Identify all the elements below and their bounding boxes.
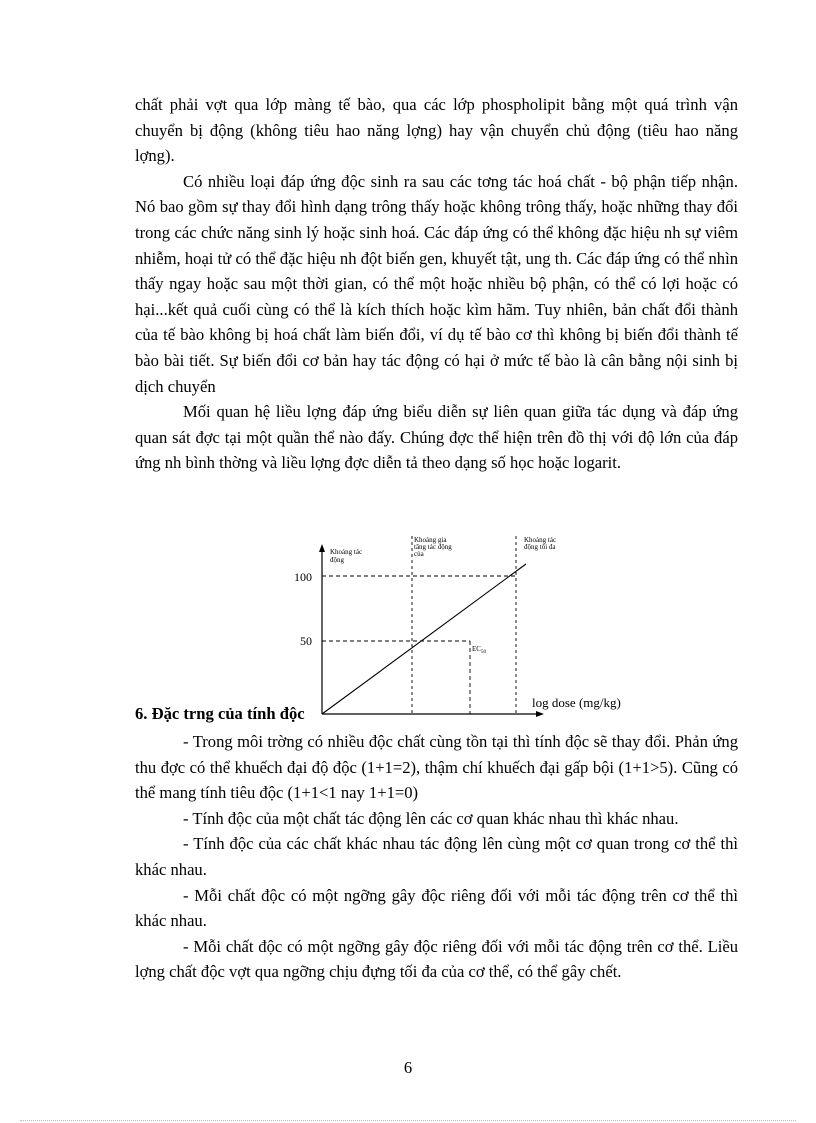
series-line <box>322 564 526 714</box>
region-label: Khoảng gia tăng tác động của <box>414 536 452 558</box>
paragraph: chất phải vợt qua lớp màng tế bào, qua các lớp phospholipit bằng một quá trình vận chuyển bị động (không tiêu hao năng lợng) hay vận chuyển chủ động (tiêu hao năng lợng). <box>135 95 738 166</box>
xlabel: log dose (mg/kg) <box>532 695 621 710</box>
ytick-label: 50 <box>300 634 312 648</box>
paragraph: - Trong môi trờng có nhiều độc chất cùng tồn tại thì tính độc sẽ thay đổi. Phản ứng thu đợc có thể khuếch đại độ độc (1+1=2), thậm chí khuếch đại gấp bội (1+1>5). Cũng có thể mang tính tiêu độc (1+1<1 nay 1+1=0) <box>135 732 738 803</box>
paragraph: - Tính độc của một chất tác động lên các cơ quan khác nhau thì khác nhau. <box>183 808 679 828</box>
section-heading: 6. Đặc trng của tính độc <box>135 704 305 723</box>
ylabel-line: Khoảng tác <box>330 548 363 556</box>
ylabel <box>330 548 364 564</box>
ec50-annotation: $EC_{50}$ <box>472 645 486 655</box>
y-axis-arrow <box>319 544 325 552</box>
paragraph: - Mỗi chất độc có một ngỡng gây độc riêng đối với mỗi tác động trên cơ thể thì khác nhau. <box>135 885 738 931</box>
paragraph: Có nhiều loại đáp ứng độc sinh ra sau các tơng tác hoá chất - bộ phận tiếp nhận. Nó bao gồm sự thay đổi hình dạng trông thấy hoặc không trông thấy, hoặc những thay đổi trong các chức năng sinh lý hoặc sinh hoá. Các đáp ứng có thể không đặc hiệu nh sự viêm nhiễm, hoại tử có thể đặc hiệu nh đột biến gen, khuyết tật, ung th. Các đáp ứng có thể nhìn thấy ngay hoặc sau một thời gian, có thể một hoặc nhiều bộ phận, có thể có lợi hoặc có hại...kết quả cuối cùng có thể là kích thích hoặc kìm hãm. Tuy nhiên, bản chất đổi thành của tế bào không bị hoá chất làm biến đổi, ví dụ tế bào cơ thì không bị biến đổi thành tế bào bài tiết. Sự biến đổi cơ bản hay tác động có hại ở mức tế bào là cân bằng nội sinh bị dịch chuyển <box>135 171 738 396</box>
page-bottom-rule <box>20 1120 796 1121</box>
paragraph: - Mỗi chất độc có một ngỡng gây độc riêng đối với mỗi tác động trên cơ thể. Liều lợng chất độc vợt qua ngỡng chịu đựng tối đa của cơ thể, có thể gây chết. <box>135 936 738 982</box>
body-text-top <box>135 92 738 476</box>
ytick-label: 100 <box>294 570 312 584</box>
paragraph: Mối quan hệ liều lợng đáp ứng biểu diễn sự liên quan giữa tác dụng và đáp ứng quan sát đợc tại một quần thể nào đấy. Chúng đợc thể hiện trên đồ thị với độ lớn của đáp ứng nh bình thờng và liều lợng đợc diễn tả theo dạng số học hoặc logarit. <box>135 402 738 473</box>
body-text-bottom <box>135 729 738 985</box>
x-axis-arrow <box>536 711 544 717</box>
page-number: 6 <box>403 1058 413 1077</box>
ylabel-line: động <box>330 556 344 564</box>
paragraph: - Tính độc của các chất khác nhau tác động lên cùng một cơ quan trong cơ thể thì khác nhau. <box>135 834 738 879</box>
region-label: Khoảng tác động tối đa <box>524 536 557 551</box>
dose-response-chart <box>290 530 650 720</box>
